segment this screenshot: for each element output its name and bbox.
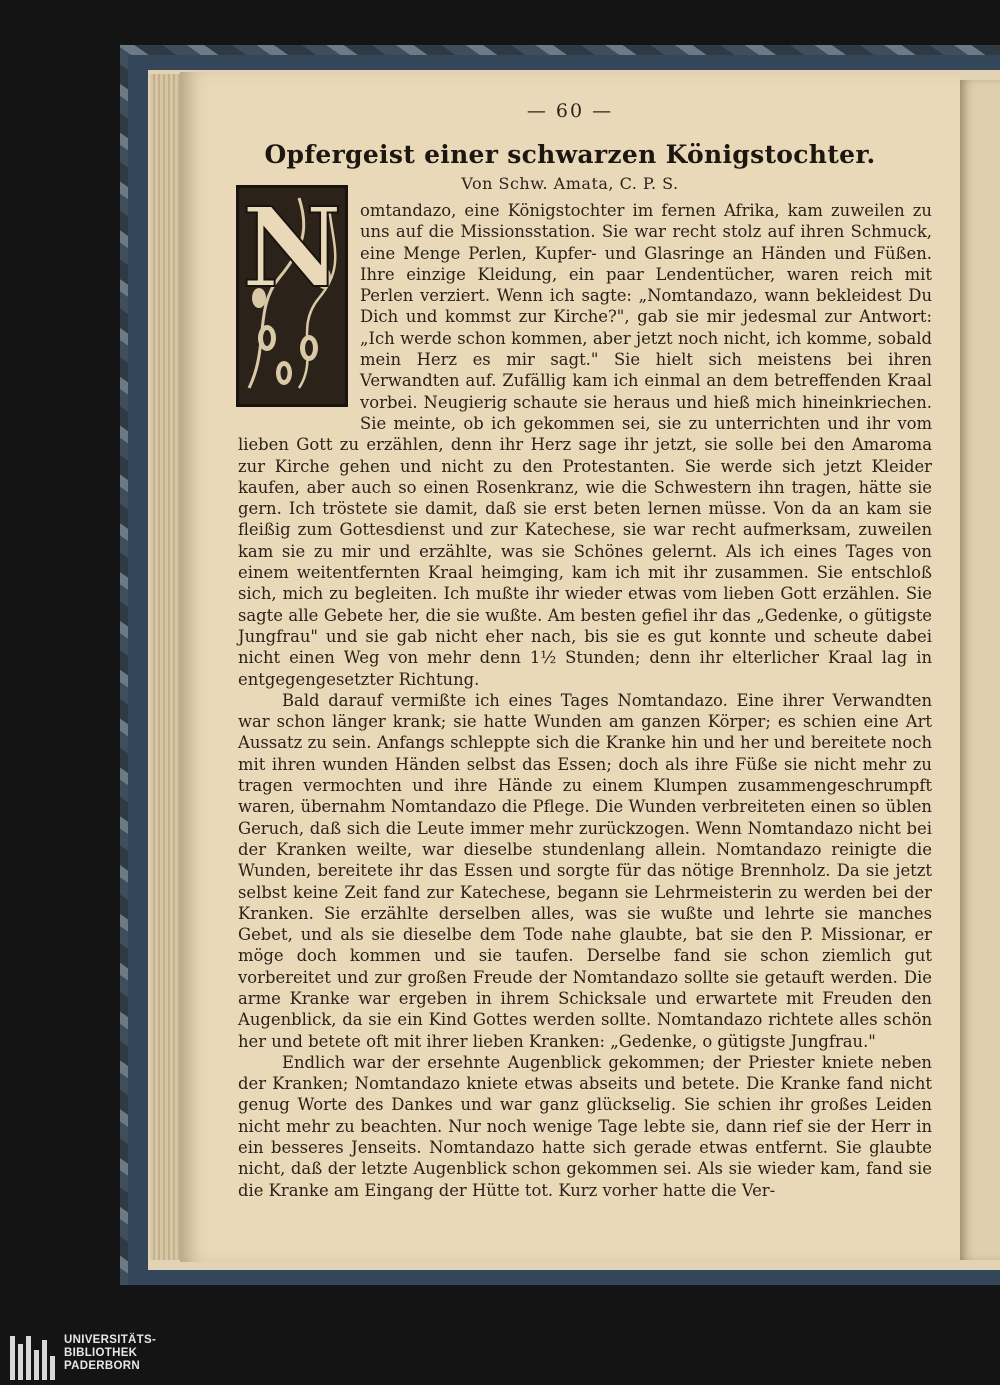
paragraph-3: Endlich war der ersehnte Augenblick gekommen; der Priester kniete neben der Kranken; Nomtandazo kniete etwas abseits und betete. Die Kranke fand nicht genug Worte des Dankes und war ganz glückselig. Sie schien ihr großes Leiden nicht mehr zu beachten. Nur noch wenige Tage lebte sie, dann rief sie der Herr in ein besseres Jenseits. Nomtandazo hatte sich gerade etwas entfernt. Sie glaubte nicht, daß der letzte Augenblick schon gekommen sei. Als sie wieder kam, fand sie die Kranke am Eingang der Hütte tot. Kurz vorher hatte die Ver- xyxy=(238,1052,932,1200)
article-body xyxy=(238,200,932,1201)
article-title: Opfergeist einer schwarzen Königstochter. xyxy=(264,140,876,169)
library-logo-text xyxy=(64,1334,156,1373)
paragraph-1: omtandazo, eine Königstochter im fernen Afrika, kam zuweilen zu uns auf die Missionsstation. Sie war recht stolz auf ihren Schmuck, eine Menge Perlen, Kupfer- und Glasringe an Händen und Füßen. Ihre einzige Kleidung, ein paar Lendentücher, waren reich mit Perlen verziert. Wenn ich sagte: „Nomtandazo, wann bekleidest Du Dich und kommst zur Kirche?", gab sie mir jedesmal zur Antwort: „Ich werde schon kommen, aber jetzt noch nicht, ich komme, sobald mein Herz es mir sagt." Sie hielt sich meistens bei ihren Verwandten auf. Zufällig kam ich einmal an dem betreffenden Kraal vorbei. Neugierig schaute sie heraus und hieß mich hineinkriechen. Sie meinte, ob ich gekommen sei, sie zu unterrichten und ihr vom lieben Gott zu erzählen, denn ihr Herz sage ihr jetzt, sie solle bei den Amaroma zur Kirche gehen und nicht zu den Protestanten. Sie werde sich jetzt Kleider kaufen, aber auch so einen Rosenkranz, wie die Schwestern ihn tragen, hätte sie gern. Ich tröstete sie damit, daß sie erst beten lernen müsse. Von da an kam sie fleißig zum Gottesdienst und zur Katechese, sie war recht aufmerksam, zuweilen kam sie zu mir und erzählte, was sie Schönes gelernt. Als ich eines Tages von einem weitentfernten Kraal heimging, kam ich mit ihr zusammen. Sie entschloß sich, mich zu begleiten. Ich mußte ihr wieder etwas vom lieben Gott erzählen. Sie sagte alle Gebete her, die sie wußte. Am besten gefiel ihr das „Gedenke, o gütigste Jungfrau" und sie gab nicht eher nach, bis sie es gut konnte und scheute dabei nicht einen Weg von mehr denn 1½ Stunden; denn ihr elterlicher Kraal lag in entgegengesetzter Richtung. xyxy=(238,201,932,689)
paragraph-2: Bald darauf vermißte ich eines Tages Nomtandazo. Eine ihrer Verwandten war schon länger krank; sie hatte Wunden am ganzen Körper; es schien eine Art Aussatz zu sein. Anfangs schleppte sich die Kranke hin und her und bereitete noch mit ihren wunden Händen selbst das Essen; doch als ihre Füße sie nicht mehr zu tragen vermochten und ihre Hände zu einem Klumpen zusammengeschrumpft waren, übernahm Nomtandazo die Pflege. Die Wunden verbreiteten einen so üblen Geruch, daß sich die Leute immer mehr zurückzogen. Wenn Nomtandazo nicht bei der Kranken weilte, war dieselbe stundenlang allein. Nomtandazo reinigte die Wunden, bereitete ihr das Essen und sorgte für das nötige Brennholz. Da sie jetzt selbst keine Zeit fand zur Katechese, begann sie Lehrmeisterin zu werden bei der Kranken. Sie erzählte derselben alles, was sie wußte und lehrte sie manches Gebet, und als sie dieselbe dem Tode nahe glaubte, bat sie den P. Missionar, er möge doch kommen und sie taufen. Derselbe fand sie schon ziemlich gut vorbereitet und zur großen Freude der Nomtandazo sollte sie getauft werden. Die arme Kranke war ergeben in ihrem Schicksale und erwartete mit Freuden den Augenblick, da sie ein Kind Gottes werden sollte. Nomtandazo richtete alles schön her und betete oft mit ihrer lieben Kranken: „Gedenke, o gütigste Jungfrau." xyxy=(238,690,932,1051)
library-logo xyxy=(10,1334,310,1382)
library-logo-line-1: UNIVERSITÄTS- xyxy=(64,1334,157,1346)
book-page xyxy=(180,72,960,1262)
article-author: Von Schw. Amata, C. P. S. xyxy=(461,174,679,193)
right-page-edge xyxy=(960,80,1000,1260)
initial-float-spacer xyxy=(238,200,356,413)
library-logo-mark-icon xyxy=(10,1336,56,1380)
library-logo-line-2: BIBLIOTHEK xyxy=(64,1347,138,1359)
library-logo-line-3: PADERBORN xyxy=(64,1360,140,1372)
page-number: — 60 — xyxy=(526,100,614,122)
page-edges xyxy=(150,74,180,1260)
initial-letter-glyph: N xyxy=(241,188,343,312)
